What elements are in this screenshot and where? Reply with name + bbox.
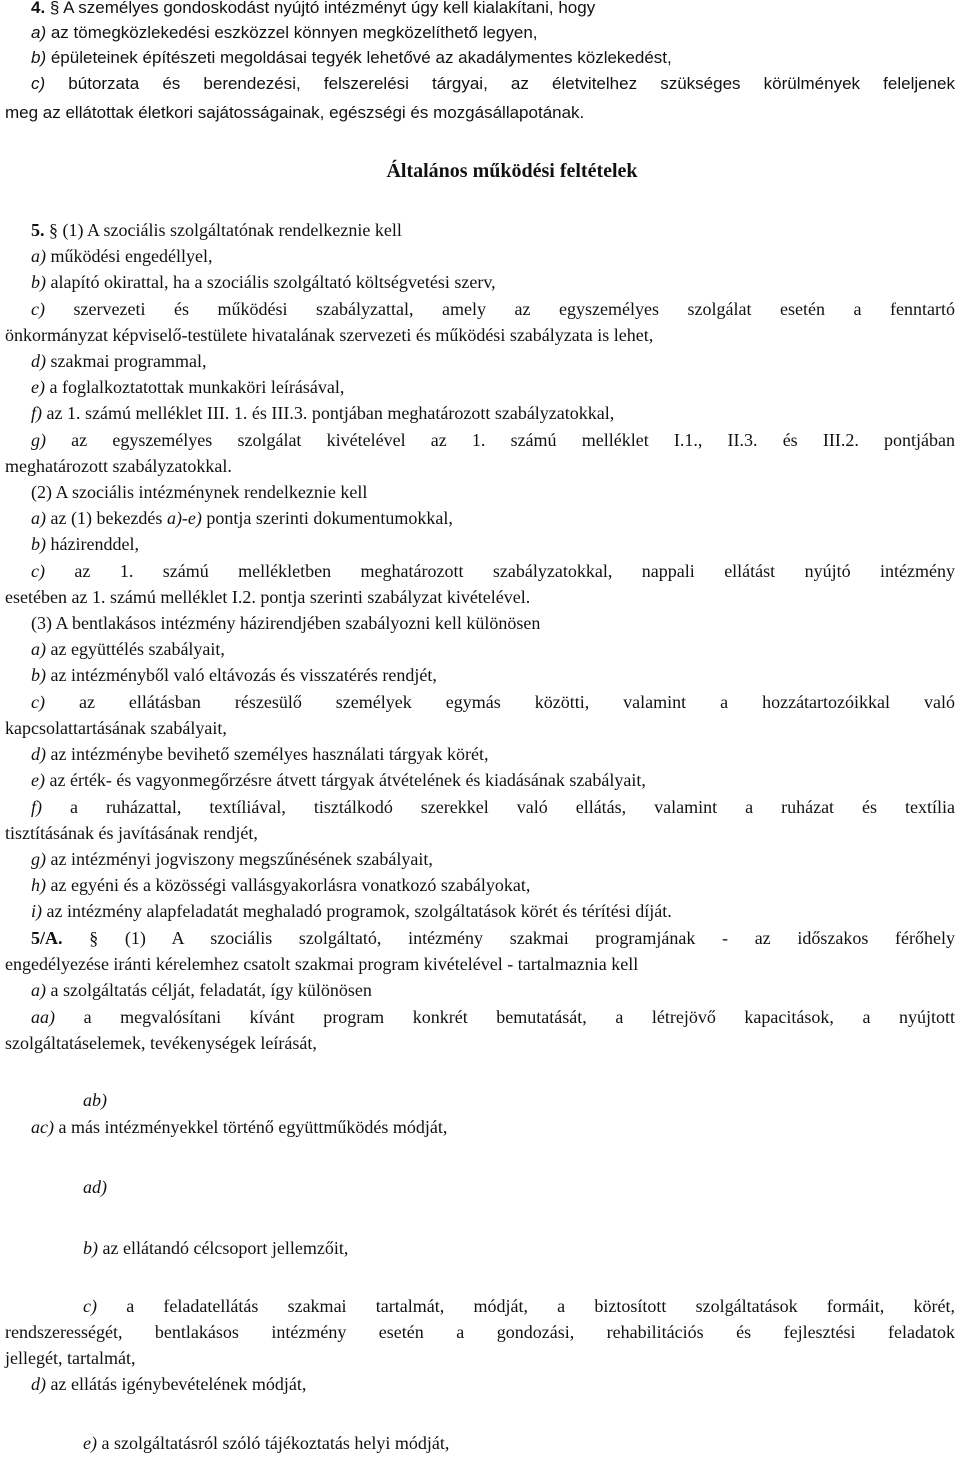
text-line: az tömegközlekedési eszközzel könnyen megközelíthető legyen, xyxy=(46,23,538,42)
paragraph-number: 4. xyxy=(31,0,46,17)
list-marker: c) xyxy=(31,299,45,319)
list-marker: c) xyxy=(83,1296,97,1316)
text-line: működési engedéllyel, xyxy=(46,246,213,266)
list-marker: g) xyxy=(31,430,46,450)
list-item xyxy=(5,899,955,923)
list-item xyxy=(5,1294,955,1318)
text-line: a ruházattal, textíliával, tisztálkodó szerekkel való ellátás, valamint a ruházat és textília xyxy=(42,797,955,817)
text-line: rendszerességét, bentlakásos intézmény esetén a gondozási, rehabilitációs és fejlesztési feladatok xyxy=(5,1322,955,1342)
text-line: kapcsolattartásának szabályait, xyxy=(5,718,227,738)
list-item xyxy=(5,690,955,714)
list-item xyxy=(5,21,955,45)
list-item xyxy=(5,270,955,294)
list-item xyxy=(5,795,955,819)
text-line: az intézmény alapfeladatát meghaladó programok, szolgáltatások körét és térítési díját. xyxy=(42,901,672,921)
list-item xyxy=(5,349,955,373)
list-marker: b) xyxy=(31,48,47,67)
text-line: bútorzata és berendezési, felszerelési tárgyai, az életvitelhez szükséges körülmények feleljenek xyxy=(45,74,955,93)
list-item xyxy=(5,1115,955,1139)
list-item xyxy=(5,297,955,321)
section-sign: § xyxy=(49,220,58,240)
list-item xyxy=(5,873,955,897)
text-line: (3) A bentlakásos intézmény házirendjében szabályozni kell különösen xyxy=(31,613,541,633)
section-sign: § xyxy=(49,0,60,17)
paragraph-heading-line xyxy=(5,926,955,950)
text-line: az intézménybe bevihető személyes használati tárgyak körét, xyxy=(46,744,489,764)
text-line: az ellátandó célcsoport jellemzőit, xyxy=(98,1238,349,1258)
list-item xyxy=(5,1005,955,1029)
list-marker: ad) xyxy=(83,1177,107,1197)
list-item xyxy=(5,401,955,425)
text-line: önkormányzat képviselő-testülete hivatalának szervezeti és működési szabályzata is lehet, xyxy=(5,325,654,345)
list-marker: ac) xyxy=(31,1117,54,1137)
list-marker: aa) xyxy=(31,1007,55,1027)
list-marker: a) xyxy=(31,639,46,659)
list-item xyxy=(5,244,955,268)
text-line: meg az ellátottak életkori sajátosságainak, egészségi és mozgásállapotának. xyxy=(5,103,585,122)
list-marker: b) xyxy=(31,534,46,554)
text-line: az ellátásban részesülő személyek egymás közötti, valamint a hozzátartozóikkal való xyxy=(44,692,955,712)
list-marker: e) xyxy=(31,770,45,790)
text-line: az egyszemélyes szolgálat kivételével az 1. számú melléklet I.1., II.3. és III.2. pontjában xyxy=(46,430,955,450)
list-item xyxy=(5,72,955,96)
list-item xyxy=(5,768,955,792)
list-marker: a) xyxy=(31,23,47,42)
list-item xyxy=(5,847,955,871)
list-item xyxy=(5,742,955,766)
text-line: szolgáltatáselemek, tevékenységek leírását, xyxy=(5,1033,317,1053)
text-line: a más intézményekkel történő együttműködés módját, xyxy=(53,1117,448,1137)
list-item xyxy=(5,663,955,687)
text-line: pontja szerinti dokumentumokkal, xyxy=(201,508,453,528)
text-line: szakmai programmal, xyxy=(46,351,207,371)
list-marker: a) xyxy=(31,246,46,266)
paragraph-number: 5. xyxy=(31,220,45,240)
list-item xyxy=(5,1236,955,1260)
list-item xyxy=(5,1088,955,1112)
list-marker: b) xyxy=(83,1238,98,1258)
text-line: az érték- és vagyonmegőrzésre átvett tárgyak átvételének és kiadásának szabályait, xyxy=(44,770,646,790)
text-line: az (1) bekezdés xyxy=(46,508,167,528)
list-marker: g) xyxy=(31,849,46,869)
list-marker: a) xyxy=(31,508,46,528)
list-item xyxy=(5,1431,955,1455)
list-marker: c) xyxy=(31,561,45,581)
list-marker: d) xyxy=(31,1374,46,1394)
paragraph-number: 5/A. xyxy=(31,928,63,948)
list-marker: e) xyxy=(83,1433,97,1453)
paragraph-heading-line xyxy=(5,0,955,20)
text-line: szervezeti és működési szabályzattal, amely az egyszemélyes szolgálat esetén a fenntartó xyxy=(44,299,955,319)
list-marker: d) xyxy=(31,351,46,371)
list-marker: b) xyxy=(31,665,46,685)
text-line: a szolgáltatás célját, feladatát, így különösen xyxy=(46,980,372,1000)
text-line: a megvalósítani kívánt program konkrét bemutatását, a létrejövő kapacitások, a nyújtott xyxy=(55,1007,955,1027)
list-marker: e) xyxy=(31,377,45,397)
text-line: a szolgáltatásról szóló tájékoztatás helyi módját, xyxy=(96,1433,450,1453)
list-marker: h) xyxy=(31,875,46,895)
text-line: az 1. számú melléklet III. 1. és III.3. pontjában meghatározott szabályzatokkal, xyxy=(42,403,615,423)
list-marker: ab) xyxy=(83,1090,107,1110)
list-item xyxy=(5,978,955,1002)
text-line: házirenddel, xyxy=(46,534,139,554)
text-line: az intézményi jogviszony megszűnésének szabályait, xyxy=(46,849,433,869)
list-item xyxy=(5,1372,955,1396)
list-marker: f) xyxy=(31,403,42,423)
list-marker: c) xyxy=(31,74,46,93)
text-line: engedélyezése iránti kérelemhez csatolt szakmai program kivételével - tartalmaznia kell xyxy=(5,954,639,974)
text-line: épületeinek építészeti megoldásai tegyék lehetővé az akadálymentes közlekedést, xyxy=(46,48,672,67)
paragraph-heading-line xyxy=(5,218,955,242)
text-line: a foglalkoztatottak munkaköri leírásával, xyxy=(44,377,345,397)
text-line: esetében az 1. számú melléklet I.2. pontja szerinti szabályzat kivételével. xyxy=(5,587,531,607)
list-marker: b) xyxy=(31,272,46,292)
list-item xyxy=(5,428,955,452)
text-line: alapító okirattal, ha a szociális szolgáltató költségvetési szerv, xyxy=(46,272,496,292)
list-item xyxy=(5,506,955,530)
list-marker-ref: a)-e) xyxy=(166,508,202,528)
text-line: az 1. számú mellékletben meghatározott szabályzatokkal, nappali ellátást nyújtó intézmény xyxy=(44,561,955,581)
text-line: az intézményből való eltávozás és visszatérés rendjét, xyxy=(46,665,437,685)
text-line: (1) A szociális szolgáltatónak rendelkeznie kell xyxy=(58,220,402,240)
list-marker: i) xyxy=(31,901,42,921)
list-item xyxy=(5,375,955,399)
list-item xyxy=(5,46,955,70)
list-marker: f) xyxy=(31,797,42,817)
text-line: A személyes gondoskodást nyújtó intézményt úgy kell kialakítani, hogy xyxy=(59,0,596,17)
text-line: az egyéni és a közösségi vallásgyakorlásra vonatkozó szabályokat, xyxy=(46,875,531,895)
list-marker: d) xyxy=(31,744,46,764)
text-line: meghatározott szabályzatokkal. xyxy=(5,456,232,476)
text-line: jellegét, tartalmát, xyxy=(5,1348,136,1368)
list-item xyxy=(5,532,955,556)
text-line: az együttélés szabályait, xyxy=(46,639,225,659)
list-marker: c) xyxy=(31,692,45,712)
section-heading: Általános működési feltételek xyxy=(386,160,638,182)
list-item xyxy=(5,559,955,583)
text-line: (1) A szociális szolgáltató, intézmény szakmai programjának - az időszakos férőhely xyxy=(98,928,955,948)
text-line: az ellátás igénybevételének módját, xyxy=(46,1374,307,1394)
list-marker: a) xyxy=(31,980,46,1000)
section-sign: § xyxy=(89,928,99,948)
text-line: a feladatellátás szakmai tartalmát, módját, a biztosított szolgáltatások formáit, körét, xyxy=(96,1296,955,1316)
text-line: (2) A szociális intézménynek rendelkeznie kell xyxy=(31,482,368,502)
list-item xyxy=(5,637,955,661)
text-line: tisztításának és javításának rendjét, xyxy=(5,823,258,843)
list-item xyxy=(5,1175,955,1199)
